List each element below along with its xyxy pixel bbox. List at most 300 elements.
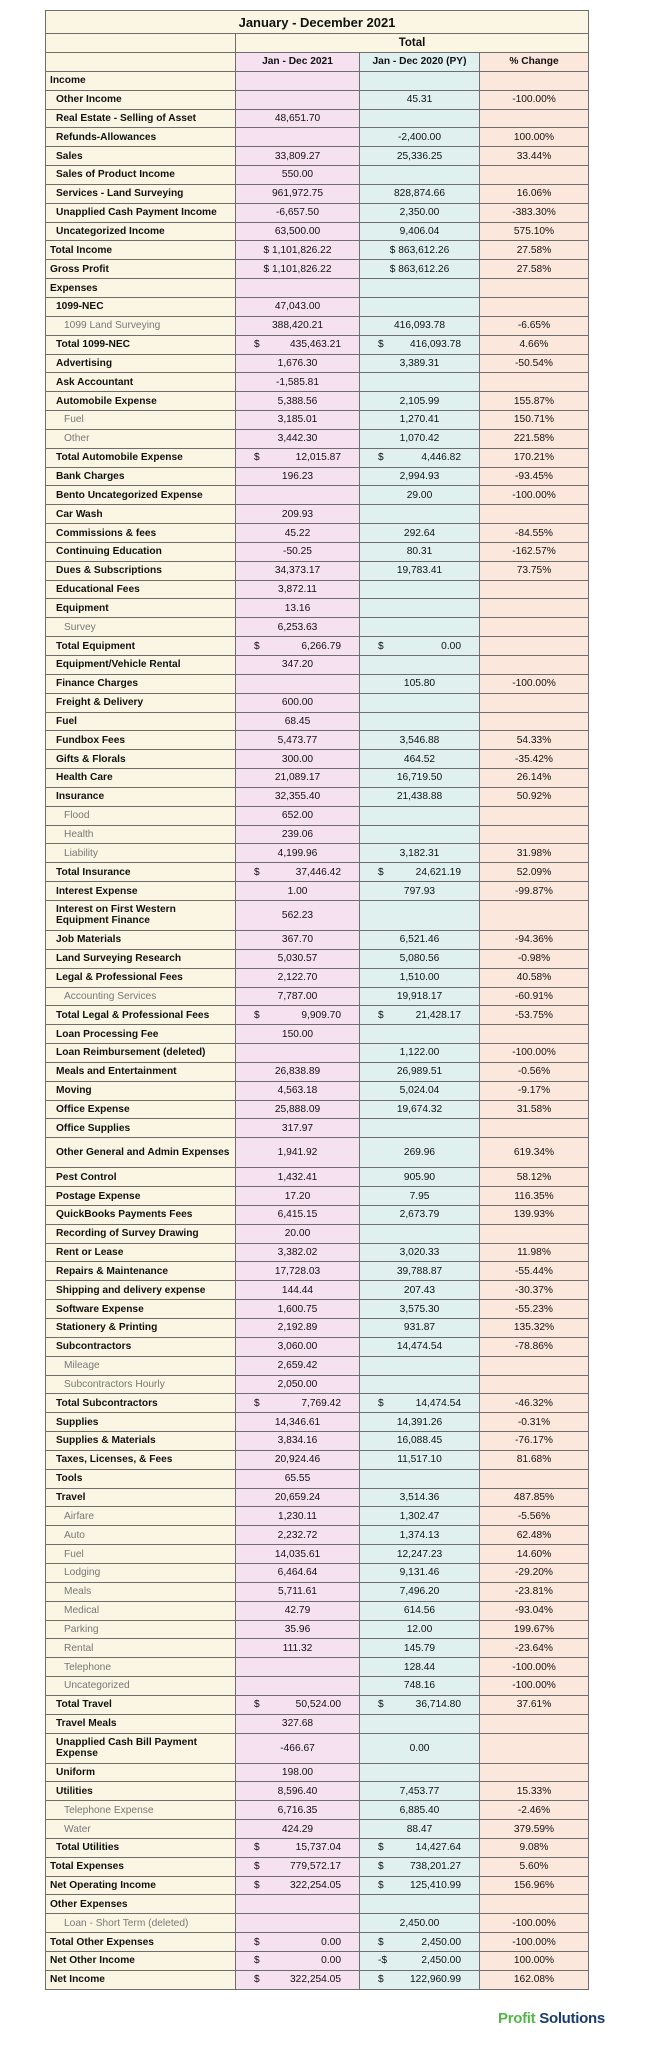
value-change: 62.48% bbox=[480, 1526, 589, 1545]
value-prior: 207.43 bbox=[360, 1281, 480, 1300]
value-current: 32,355.40 bbox=[236, 787, 360, 806]
row-label: Total 1099-NEC bbox=[46, 335, 236, 354]
row-label: Freight & Delivery bbox=[46, 693, 236, 712]
table-row bbox=[46, 1620, 589, 1639]
row-label: Gross Profit bbox=[46, 260, 236, 279]
table-row bbox=[46, 1545, 589, 1564]
value-current: 317.97 bbox=[236, 1119, 360, 1138]
row-label: Rental bbox=[46, 1639, 236, 1658]
table-row bbox=[46, 1081, 589, 1100]
table-row bbox=[46, 1006, 589, 1025]
table-row bbox=[46, 1375, 589, 1394]
value-current: $ 1,101,826.22 bbox=[236, 241, 360, 260]
value-change bbox=[480, 693, 589, 712]
row-label: Net Other Income bbox=[46, 1952, 236, 1971]
value-current bbox=[236, 1895, 360, 1914]
value-change bbox=[480, 712, 589, 731]
currency-symbol: $ bbox=[378, 339, 384, 351]
value-current: 65.55 bbox=[236, 1469, 360, 1488]
value-current: -50.25 bbox=[236, 542, 360, 561]
row-label: Moving bbox=[46, 1081, 236, 1100]
row-label: Total Utilities bbox=[46, 1838, 236, 1857]
value-change: 15.33% bbox=[480, 1782, 589, 1801]
value-prior: 0.00 bbox=[360, 1733, 480, 1763]
value-current bbox=[236, 637, 360, 656]
row-label: Rent or Lease bbox=[46, 1243, 236, 1262]
table-row bbox=[46, 1356, 589, 1375]
value-change: 11.98% bbox=[480, 1243, 589, 1262]
table-row bbox=[46, 429, 589, 448]
value-prior: 464.52 bbox=[360, 750, 480, 769]
value-change: 58.12% bbox=[480, 1168, 589, 1187]
value-change bbox=[480, 71, 589, 90]
value-prior bbox=[360, 1356, 480, 1375]
value-current: -6,657.50 bbox=[236, 203, 360, 222]
table-row bbox=[46, 354, 589, 373]
value-current: 20,924.46 bbox=[236, 1450, 360, 1469]
value-prior bbox=[360, 1006, 480, 1025]
table-row bbox=[46, 882, 589, 901]
row-label: Sales of Product Income bbox=[46, 166, 236, 185]
row-label: Fuel bbox=[46, 411, 236, 430]
row-label: Health Care bbox=[46, 769, 236, 788]
row-label: Fundbox Fees bbox=[46, 731, 236, 750]
table-row bbox=[46, 1763, 589, 1782]
table-row bbox=[46, 731, 589, 750]
value-change: -0.31% bbox=[480, 1413, 589, 1432]
value-prior bbox=[360, 1394, 480, 1413]
row-label: Taxes, Licenses, & Fees bbox=[46, 1450, 236, 1469]
value-prior bbox=[360, 1469, 480, 1488]
currency-symbol: $ bbox=[378, 452, 384, 464]
amount: 2,450.00 bbox=[421, 1936, 461, 1948]
value-change: 139.93% bbox=[480, 1205, 589, 1224]
value-current: 68.45 bbox=[236, 712, 360, 731]
value-current: 14,035.61 bbox=[236, 1545, 360, 1564]
value-prior: 2,673.79 bbox=[360, 1205, 480, 1224]
value-change bbox=[480, 1895, 589, 1914]
row-label: Meals and Entertainment bbox=[46, 1062, 236, 1081]
value-prior bbox=[360, 505, 480, 524]
table-row bbox=[46, 1801, 589, 1820]
value-prior bbox=[360, 71, 480, 90]
amount: 12,015.87 bbox=[295, 452, 341, 464]
value-change bbox=[480, 297, 589, 316]
value-change bbox=[480, 825, 589, 844]
value-change: 116.35% bbox=[480, 1187, 589, 1206]
value-current: 3,382.02 bbox=[236, 1243, 360, 1262]
value-current: 13.16 bbox=[236, 599, 360, 618]
value-prior bbox=[360, 279, 480, 298]
table-row bbox=[46, 949, 589, 968]
row-label: Bank Charges bbox=[46, 467, 236, 486]
value-change bbox=[480, 599, 589, 618]
value-prior bbox=[360, 1119, 480, 1138]
table-row bbox=[46, 968, 589, 987]
value-prior bbox=[360, 618, 480, 637]
value-change: -23.64% bbox=[480, 1639, 589, 1658]
currency-symbol: $ bbox=[254, 452, 260, 464]
currency-symbol: $ bbox=[378, 1861, 384, 1873]
row-label: Uniform bbox=[46, 1763, 236, 1782]
value-current: 367.70 bbox=[236, 930, 360, 949]
value-change: -29.20% bbox=[480, 1563, 589, 1582]
value-change: 31.58% bbox=[480, 1100, 589, 1119]
value-prior: 797.93 bbox=[360, 882, 480, 901]
table-row bbox=[46, 467, 589, 486]
value-prior bbox=[360, 1895, 480, 1914]
value-current: 3,834.16 bbox=[236, 1432, 360, 1451]
amount: 0.00 bbox=[321, 1955, 341, 1967]
value-prior bbox=[360, 1224, 480, 1243]
value-change: 100.00% bbox=[480, 1952, 589, 1971]
row-label: Equipment bbox=[46, 599, 236, 618]
value-prior bbox=[360, 448, 480, 467]
row-label: Accounting Services bbox=[46, 987, 236, 1006]
value-current: -466.67 bbox=[236, 1733, 360, 1763]
value-prior: 931.87 bbox=[360, 1319, 480, 1338]
value-current bbox=[236, 335, 360, 354]
value-current bbox=[236, 128, 360, 147]
value-prior: 1,374.13 bbox=[360, 1526, 480, 1545]
table-row bbox=[46, 505, 589, 524]
value-prior: 828,874.66 bbox=[360, 184, 480, 203]
value-change: 100.00% bbox=[480, 128, 589, 147]
value-prior: 12.00 bbox=[360, 1620, 480, 1639]
value-prior: 16,088.45 bbox=[360, 1432, 480, 1451]
row-label: Insurance bbox=[46, 787, 236, 806]
value-change: -60.91% bbox=[480, 987, 589, 1006]
value-change bbox=[480, 1025, 589, 1044]
row-label: Equipment/Vehicle Rental bbox=[46, 656, 236, 675]
currency-symbol: $ bbox=[254, 1861, 260, 1873]
row-label: Refunds-Allowances bbox=[46, 128, 236, 147]
column-header-prior: Jan - Dec 2020 (PY) bbox=[360, 53, 480, 72]
row-label: Stationery & Printing bbox=[46, 1319, 236, 1338]
value-change: 73.75% bbox=[480, 561, 589, 580]
value-change bbox=[480, 618, 589, 637]
table-row bbox=[46, 222, 589, 241]
value-change: 27.58% bbox=[480, 241, 589, 260]
currency-symbol: $ bbox=[378, 1880, 384, 1892]
value-change: -93.45% bbox=[480, 467, 589, 486]
report-title: January - December 2021 bbox=[46, 11, 589, 34]
value-change bbox=[480, 1356, 589, 1375]
table-row bbox=[46, 1563, 589, 1582]
value-current: 5,711.61 bbox=[236, 1582, 360, 1601]
value-change: -78.86% bbox=[480, 1337, 589, 1356]
row-label: Mileage bbox=[46, 1356, 236, 1375]
table-row bbox=[46, 674, 589, 693]
value-change bbox=[480, 109, 589, 128]
blank-header-cell bbox=[46, 34, 236, 53]
table-row bbox=[46, 1876, 589, 1895]
value-change: 33.44% bbox=[480, 147, 589, 166]
row-label: Water bbox=[46, 1820, 236, 1839]
currency-symbol: $ bbox=[254, 1955, 260, 1967]
table-row bbox=[46, 1895, 589, 1914]
value-change: -6.65% bbox=[480, 316, 589, 335]
value-current: 14,346.61 bbox=[236, 1413, 360, 1432]
value-change: 575.10% bbox=[480, 222, 589, 241]
value-change: -100.00% bbox=[480, 486, 589, 505]
value-current bbox=[236, 1933, 360, 1952]
row-label: Repairs & Maintenance bbox=[46, 1262, 236, 1281]
row-label: Total Automobile Expense bbox=[46, 448, 236, 467]
row-label: Income bbox=[46, 71, 236, 90]
value-prior: 29.00 bbox=[360, 486, 480, 505]
row-label: Pest Control bbox=[46, 1168, 236, 1187]
value-current: 111.32 bbox=[236, 1639, 360, 1658]
row-label: Sales bbox=[46, 147, 236, 166]
value-change: -76.17% bbox=[480, 1432, 589, 1451]
table-row bbox=[46, 448, 589, 467]
currency-symbol: $ bbox=[254, 1699, 260, 1711]
row-label: Recording of Survey Drawing bbox=[46, 1224, 236, 1243]
table-row bbox=[46, 1488, 589, 1507]
value-prior bbox=[360, 656, 480, 675]
value-current: 209.93 bbox=[236, 505, 360, 524]
amount: 4,446.82 bbox=[421, 452, 461, 464]
value-prior: 3,020.33 bbox=[360, 1243, 480, 1262]
value-current: 388,420.21 bbox=[236, 316, 360, 335]
column-header-row bbox=[46, 53, 589, 72]
table-row bbox=[46, 1733, 589, 1763]
value-current: 652.00 bbox=[236, 806, 360, 825]
value-change: -162.57% bbox=[480, 542, 589, 561]
value-prior: 21,438.88 bbox=[360, 787, 480, 806]
amount: 125,410.99 bbox=[410, 1880, 461, 1892]
table-row bbox=[46, 1526, 589, 1545]
value-current: 2,050.00 bbox=[236, 1375, 360, 1394]
value-prior: 128.44 bbox=[360, 1658, 480, 1677]
table-row bbox=[46, 1838, 589, 1857]
currency-symbol: $ bbox=[254, 1880, 260, 1892]
value-current: 347.20 bbox=[236, 656, 360, 675]
table-row bbox=[46, 1100, 589, 1119]
value-current: 42.79 bbox=[236, 1601, 360, 1620]
value-prior: 6,885.40 bbox=[360, 1801, 480, 1820]
value-current: 327.68 bbox=[236, 1714, 360, 1733]
row-label: Travel bbox=[46, 1488, 236, 1507]
currency-symbol: -$ bbox=[378, 1955, 388, 1967]
value-current: 2,232.72 bbox=[236, 1526, 360, 1545]
table-row bbox=[46, 987, 589, 1006]
table-row bbox=[46, 769, 589, 788]
value-current: 1,432.41 bbox=[236, 1168, 360, 1187]
table-row bbox=[46, 1914, 589, 1933]
value-change: 199.67% bbox=[480, 1620, 589, 1639]
table-row bbox=[46, 203, 589, 222]
row-label: Car Wash bbox=[46, 505, 236, 524]
table-row bbox=[46, 693, 589, 712]
value-current: 47,043.00 bbox=[236, 297, 360, 316]
table-row bbox=[46, 580, 589, 599]
value-prior bbox=[360, 693, 480, 712]
row-label: Shipping and delivery expense bbox=[46, 1281, 236, 1300]
row-label: Other Income bbox=[46, 90, 236, 109]
value-change bbox=[480, 279, 589, 298]
value-change: -23.81% bbox=[480, 1582, 589, 1601]
value-change: 150.71% bbox=[480, 411, 589, 430]
currency-symbol: $ bbox=[378, 1699, 384, 1711]
value-change: 135.32% bbox=[480, 1319, 589, 1338]
value-change bbox=[480, 637, 589, 656]
amount: 14,427.64 bbox=[415, 1842, 461, 1854]
table-row bbox=[46, 1507, 589, 1526]
value-change: 170.21% bbox=[480, 448, 589, 467]
currency-symbol: $ bbox=[254, 1936, 260, 1948]
table-row bbox=[46, 900, 589, 930]
value-current: 33,809.27 bbox=[236, 147, 360, 166]
table-row bbox=[46, 1319, 589, 1338]
value-current: 5,030.57 bbox=[236, 949, 360, 968]
table-row bbox=[46, 1933, 589, 1952]
brand-word-solutions: Solutions bbox=[539, 2010, 605, 2027]
value-change: 31.98% bbox=[480, 844, 589, 863]
report-table bbox=[45, 10, 589, 1990]
table-row bbox=[46, 1714, 589, 1733]
currency-symbol: $ bbox=[254, 1009, 260, 1021]
row-label: Automobile Expense bbox=[46, 392, 236, 411]
table-row bbox=[46, 1677, 589, 1696]
value-prior bbox=[360, 1952, 480, 1971]
row-label: Other bbox=[46, 429, 236, 448]
value-prior: 7,496.20 bbox=[360, 1582, 480, 1601]
value-current bbox=[236, 1695, 360, 1714]
value-current bbox=[236, 674, 360, 693]
value-change: -53.75% bbox=[480, 1006, 589, 1025]
value-prior bbox=[360, 806, 480, 825]
value-prior: 292.64 bbox=[360, 524, 480, 543]
value-prior bbox=[360, 1857, 480, 1876]
amount: 322,254.05 bbox=[290, 1974, 341, 1986]
value-change: 16.06% bbox=[480, 184, 589, 203]
amount: 15,737.04 bbox=[295, 1842, 341, 1854]
value-prior bbox=[360, 580, 480, 599]
row-label: Loan Processing Fee bbox=[46, 1025, 236, 1044]
row-label: Unapplied Cash Payment Income bbox=[46, 203, 236, 222]
value-change bbox=[480, 1733, 589, 1763]
value-prior bbox=[360, 637, 480, 656]
value-current bbox=[236, 90, 360, 109]
value-prior: 25,336.25 bbox=[360, 147, 480, 166]
row-label: Services - Land Surveying bbox=[46, 184, 236, 203]
table-row bbox=[46, 316, 589, 335]
table-row bbox=[46, 1243, 589, 1262]
value-prior: 1,070.42 bbox=[360, 429, 480, 448]
value-prior: -2,400.00 bbox=[360, 128, 480, 147]
row-label: Unapplied Cash Bill Payment Expense bbox=[46, 1733, 236, 1763]
currency-symbol: $ bbox=[378, 1009, 384, 1021]
value-change: -93.04% bbox=[480, 1601, 589, 1620]
amount: 50,524.00 bbox=[295, 1699, 341, 1711]
table-row bbox=[46, 1820, 589, 1839]
value-prior bbox=[360, 373, 480, 392]
value-change: -100.00% bbox=[480, 1914, 589, 1933]
value-change bbox=[480, 1375, 589, 1394]
value-current: 1,230.11 bbox=[236, 1507, 360, 1526]
value-change bbox=[480, 580, 589, 599]
value-change: -30.37% bbox=[480, 1281, 589, 1300]
value-change: -50.54% bbox=[480, 354, 589, 373]
row-label: Commissions & fees bbox=[46, 524, 236, 543]
table-row bbox=[46, 1639, 589, 1658]
value-change bbox=[480, 1224, 589, 1243]
value-prior: 80.31 bbox=[360, 542, 480, 561]
value-current: 17,728.03 bbox=[236, 1262, 360, 1281]
amount: 21,428.17 bbox=[415, 1009, 461, 1021]
value-change: -100.00% bbox=[480, 90, 589, 109]
table-row bbox=[46, 109, 589, 128]
blank-header-cell bbox=[46, 53, 236, 72]
value-current bbox=[236, 1914, 360, 1933]
value-prior: 5,024.04 bbox=[360, 1081, 480, 1100]
amount: 322,254.05 bbox=[290, 1880, 341, 1892]
value-prior: 1,122.00 bbox=[360, 1044, 480, 1063]
value-current: 7,787.00 bbox=[236, 987, 360, 1006]
value-current: 6,716.35 bbox=[236, 1801, 360, 1820]
row-label: Total Legal & Professional Fees bbox=[46, 1006, 236, 1025]
value-current bbox=[236, 1394, 360, 1413]
value-current: 600.00 bbox=[236, 693, 360, 712]
row-label: Lodging bbox=[46, 1563, 236, 1582]
row-label: Postage Expense bbox=[46, 1187, 236, 1206]
table-row bbox=[46, 1337, 589, 1356]
value-current: 150.00 bbox=[236, 1025, 360, 1044]
value-prior bbox=[360, 1838, 480, 1857]
value-change: -84.55% bbox=[480, 524, 589, 543]
value-prior: 11,517.10 bbox=[360, 1450, 480, 1469]
table-row bbox=[46, 1119, 589, 1138]
amount: 6,266.79 bbox=[301, 640, 341, 652]
row-label: Telephone bbox=[46, 1658, 236, 1677]
row-label: Software Expense bbox=[46, 1300, 236, 1319]
value-change: -0.98% bbox=[480, 949, 589, 968]
amount: 435,463.21 bbox=[290, 339, 341, 351]
value-current: 4,199.96 bbox=[236, 844, 360, 863]
table-row bbox=[46, 825, 589, 844]
row-label: Dues & Subscriptions bbox=[46, 561, 236, 580]
value-current: 17.20 bbox=[236, 1187, 360, 1206]
value-prior: 19,674.32 bbox=[360, 1100, 480, 1119]
value-current bbox=[236, 1970, 360, 1989]
currency-symbol: $ bbox=[378, 1397, 384, 1409]
row-label: Total Expenses bbox=[46, 1857, 236, 1876]
value-current: 424.29 bbox=[236, 1820, 360, 1839]
value-prior: 7.95 bbox=[360, 1187, 480, 1206]
value-prior: $ 863,612.26 bbox=[360, 241, 480, 260]
value-prior: 3,575.30 bbox=[360, 1300, 480, 1319]
table-row bbox=[46, 1469, 589, 1488]
table-row bbox=[46, 411, 589, 430]
value-prior: 3,546.88 bbox=[360, 731, 480, 750]
table-row bbox=[46, 90, 589, 109]
row-label: Subcontractors Hourly bbox=[46, 1375, 236, 1394]
row-label: Office Supplies bbox=[46, 1119, 236, 1138]
table-row bbox=[46, 1281, 589, 1300]
table-row bbox=[46, 279, 589, 298]
value-current bbox=[236, 1044, 360, 1063]
amount: 7,769.42 bbox=[301, 1397, 341, 1409]
value-prior: 614.56 bbox=[360, 1601, 480, 1620]
row-label: Loan Reimbursement (deleted) bbox=[46, 1044, 236, 1063]
value-change bbox=[480, 900, 589, 930]
row-label: Legal & Professional Fees bbox=[46, 968, 236, 987]
table-row bbox=[46, 1601, 589, 1620]
row-label: Loan - Short Term (deleted) bbox=[46, 1914, 236, 1933]
row-label: Total Income bbox=[46, 241, 236, 260]
